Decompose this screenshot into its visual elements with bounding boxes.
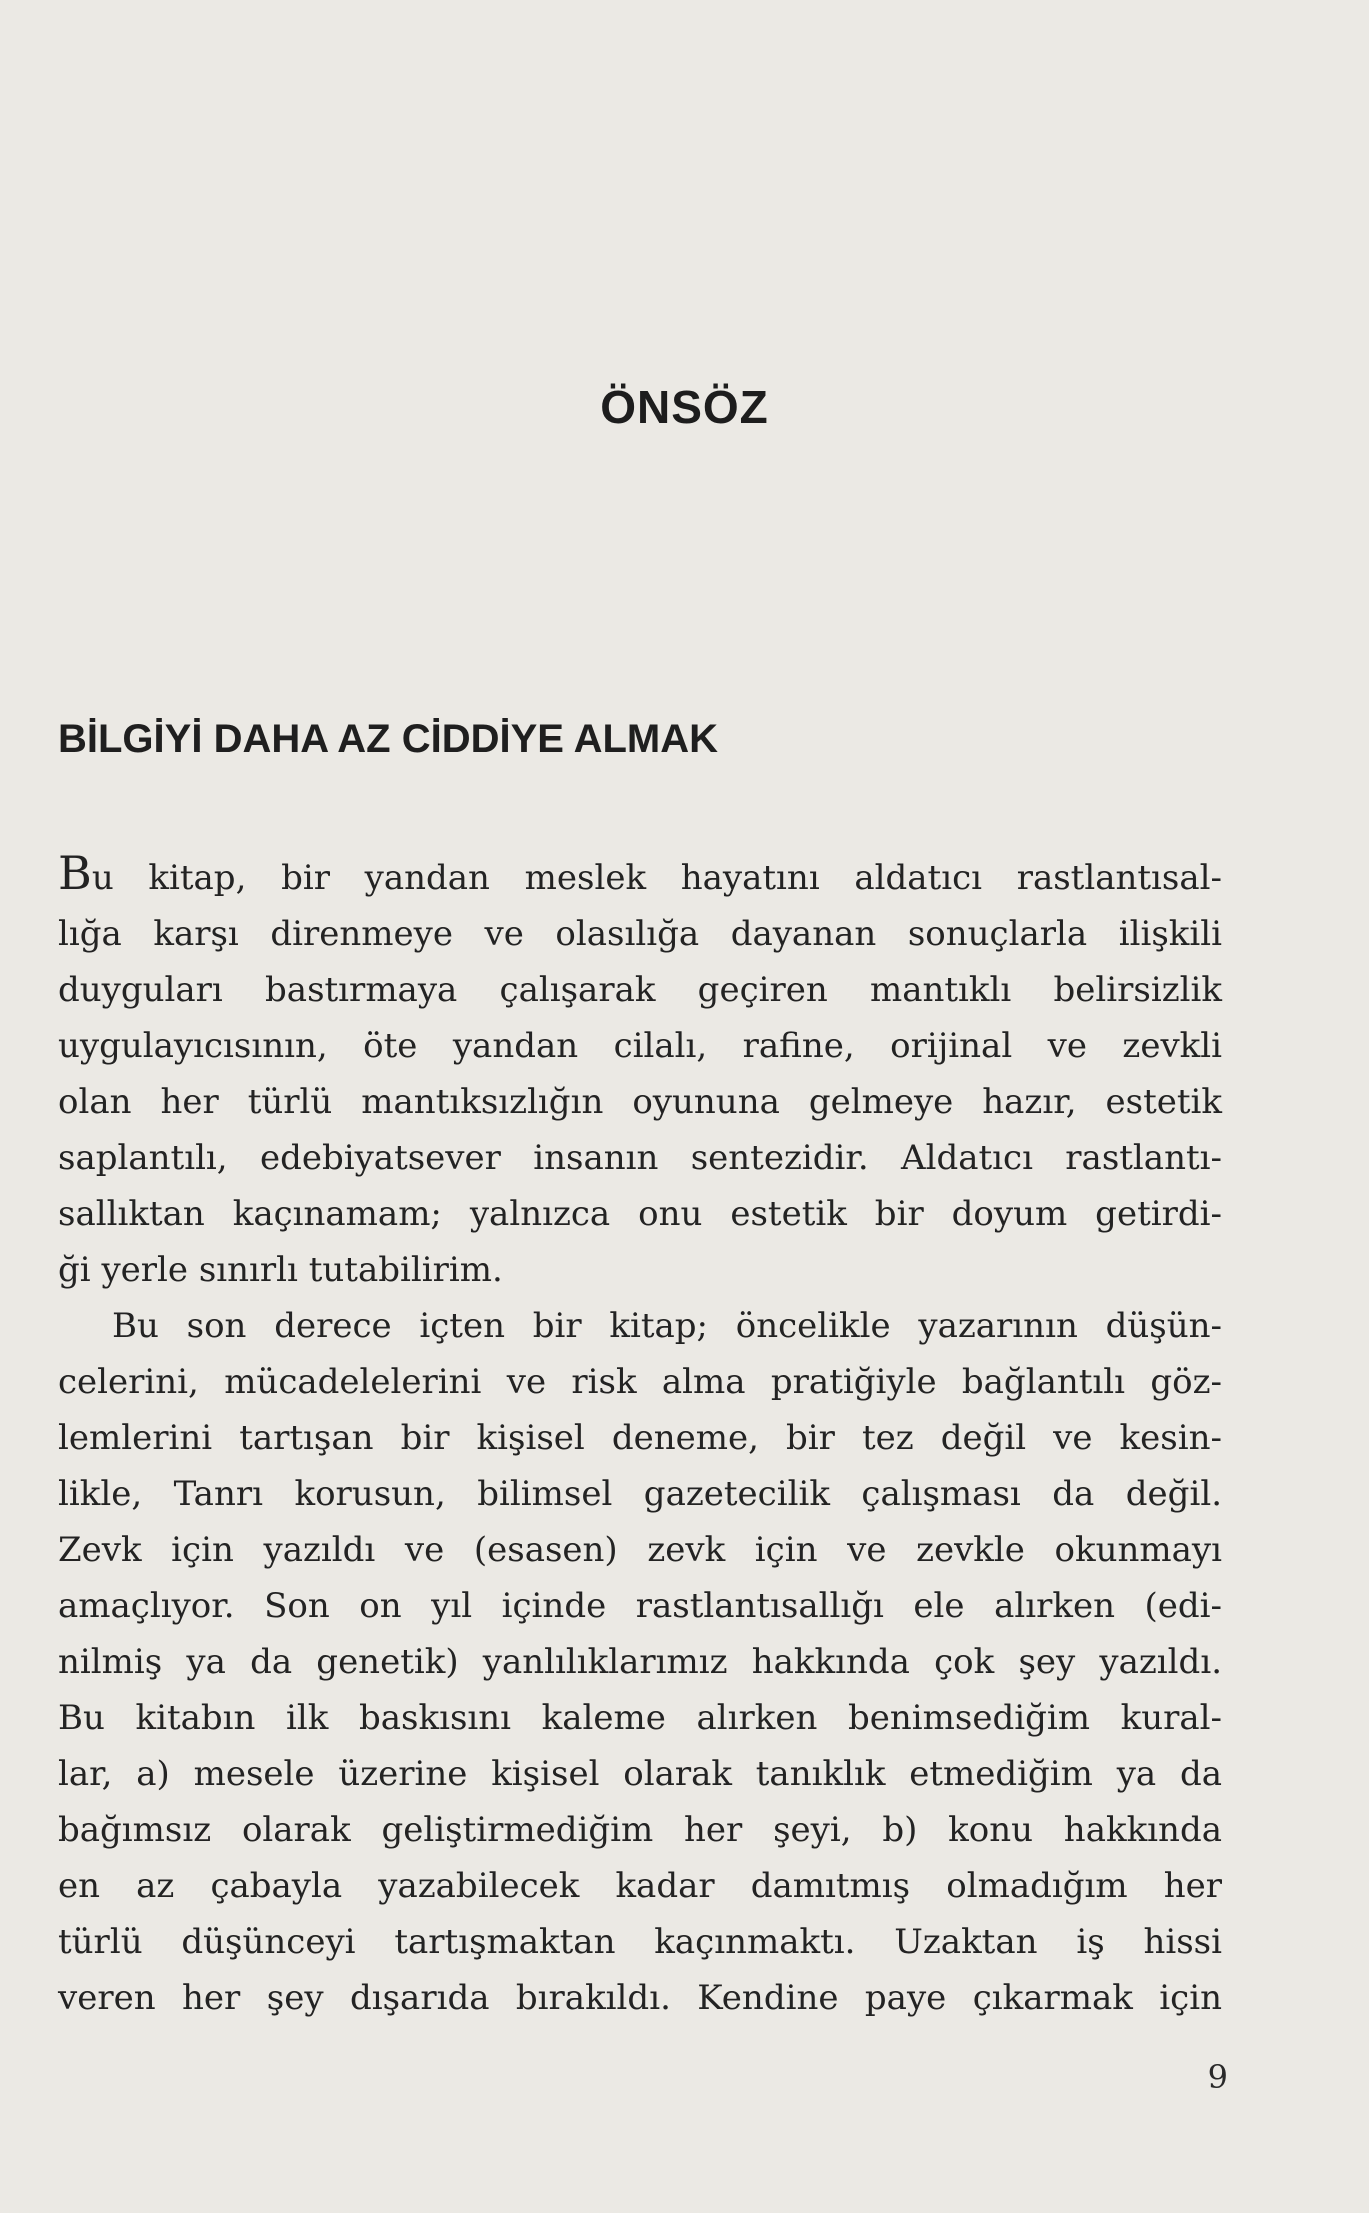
text-line: saplantılı, edebiyatsever insanın sentezidir. Aldatıcı rastlantı- [58, 1138, 1222, 1178]
page-number: 9 [1207, 2058, 1228, 2096]
text-line: veren her şey dışarıda bırakıldı. Kendine paye çıkarmak için [58, 1978, 1222, 2018]
text-line: sallıktan kaçınamam; yalnızca onu estetik bir doyum getirdi- [58, 1194, 1222, 1234]
text-line: likle, Tanrı korusun, bilimsel gazetecilik çalışması da değil. [58, 1474, 1222, 1514]
text-line: celerini, mücadelelerini ve risk alma pratiğiyle bağlantılı göz- [58, 1362, 1222, 1402]
text-line: lar, a) mesele üzerine kişisel olarak tanıklık etmediğim ya da [58, 1754, 1222, 1794]
body-text [58, 845, 1222, 2026]
text-line: lemlerini tartışan bir kişisel deneme, bir tez değil ve kesin- [58, 1418, 1222, 1458]
text-line: nilmiş ya da genetik) yanlılıklarımız hakkında çok şey yazıldı. [58, 1642, 1222, 1682]
text-line: amaçlıyor. Son on yıl içinde rastlantısallığı ele alırken (edi- [58, 1586, 1222, 1626]
text-line: Bu kitabın ilk baskısını kaleme alırken benimsediğim kural- [58, 1698, 1222, 1738]
text-line: en az çabayla yazabilecek kadar damıtmış olmadığım her [58, 1866, 1222, 1906]
text-line: Bu son derece içten bir kitap; öncelikle yazarının düşün- [112, 1306, 1222, 1346]
first-letter: B [58, 846, 92, 900]
text-line: duyguları bastırmaya çalışarak geçiren mantıklı belirsizlik [58, 970, 1222, 1010]
text-line: olan her türlü mantıksızlığın oyununa gelmeye hazır, estetik [58, 1082, 1222, 1122]
text-line: Bu kitap, bir yandan meslek hayatını aldatıcı rastlantısal- [58, 846, 1222, 900]
text-line: bağımsız olarak geliştirmediğim her şeyi, b) konu hakkında [58, 1810, 1222, 1850]
text-line: uygulayıcısının, öte yandan cilalı, rafine, orijinal ve zevkli [58, 1026, 1222, 1066]
text-line: türlü düşünceyi tartışmaktan kaçınmaktı. Uzaktan iş hissi [58, 1922, 1222, 1962]
page-title: ÖNSÖZ [600, 381, 769, 433]
text-line: lığa karşı direnmeye ve olasılığa dayanan sonuçlarla ilişkili [58, 914, 1222, 954]
section-title: BİLGİYİ DAHA AZ CİDDİYE ALMAK [58, 717, 718, 761]
text-line: ği yerle sınırlı tutabilirim. [58, 1250, 503, 1290]
text-line: Zevk için yazıldı ve (esasen) zevk için ve zevkle okunmayı [58, 1530, 1222, 1570]
